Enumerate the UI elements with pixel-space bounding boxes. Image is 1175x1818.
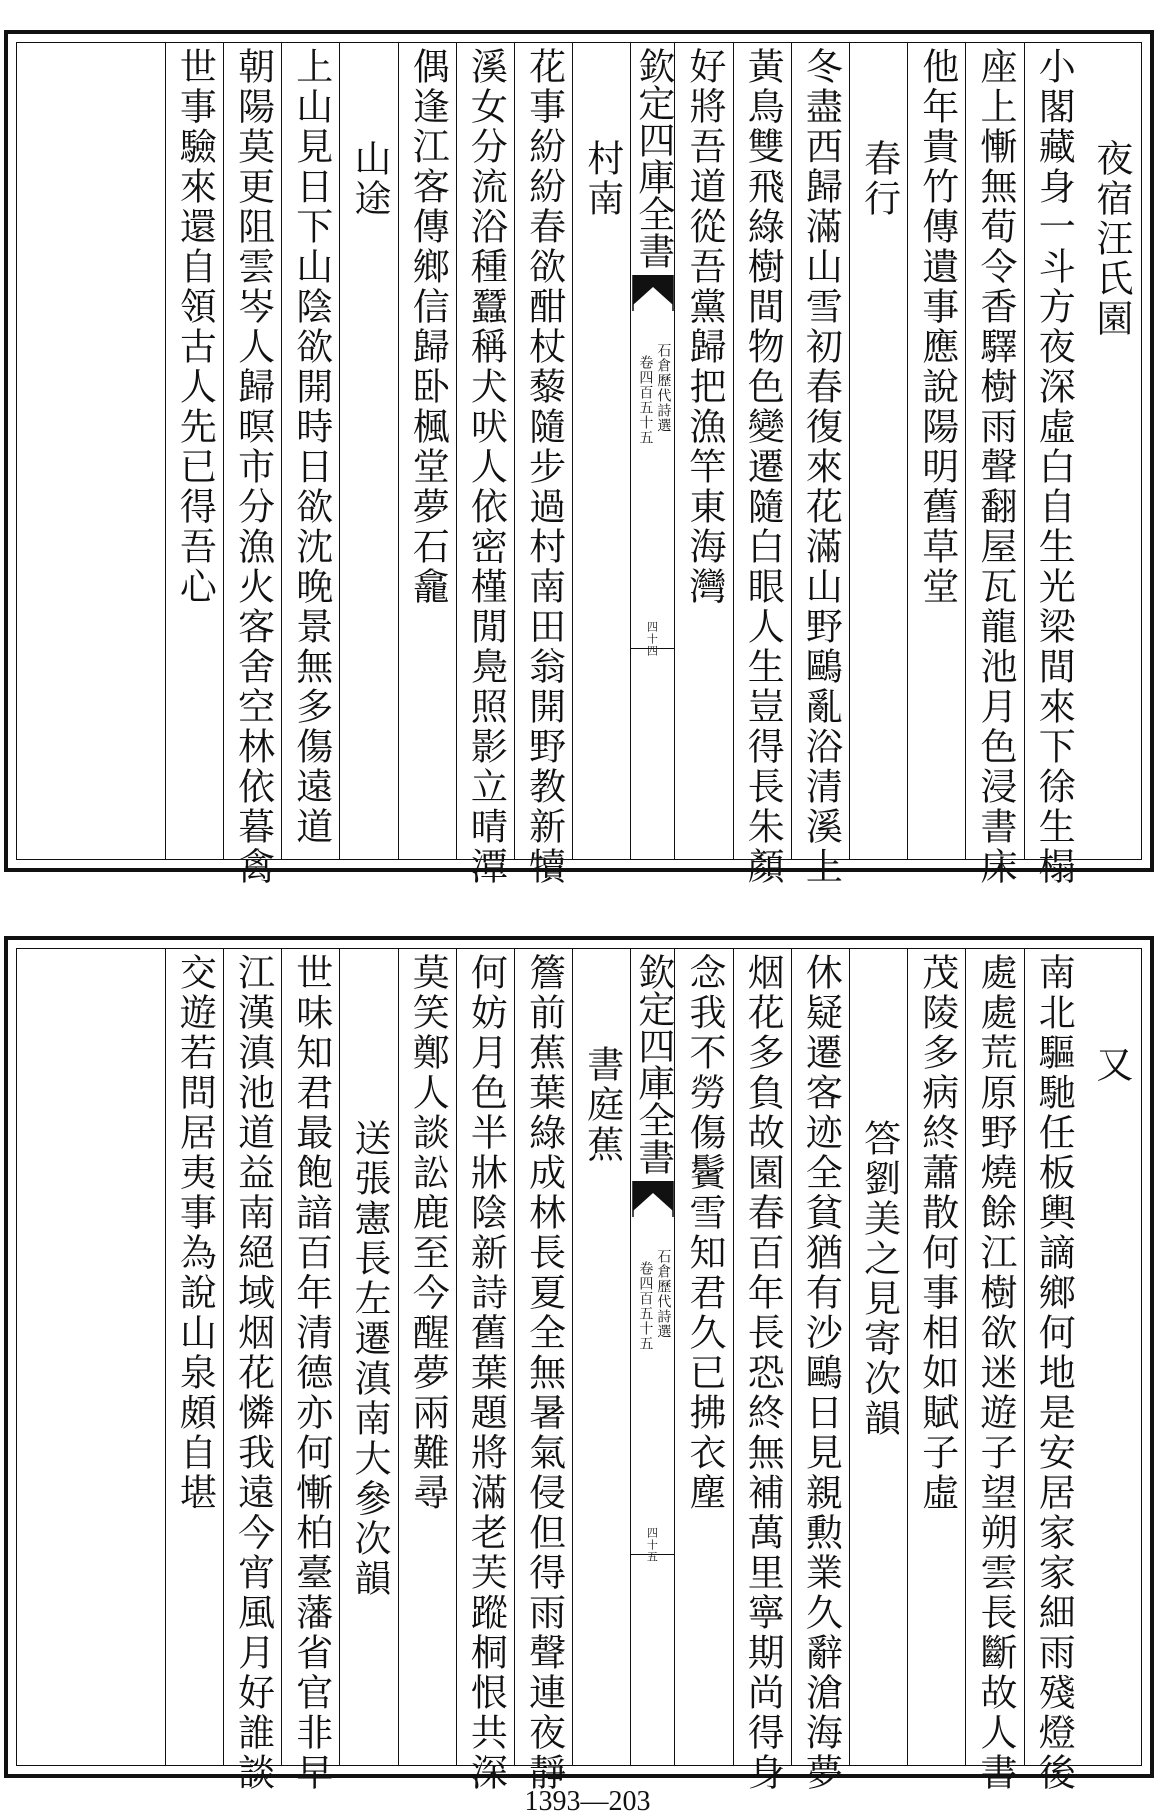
poem-line: 朝陽莫更阻雲岑人歸暝市分漁火客舍空林依暮禽 bbox=[231, 47, 275, 887]
poem-text-column bbox=[456, 949, 514, 1793]
book-title: 石倉歷代詩選 bbox=[655, 343, 672, 433]
poem-line: 他年貴竹傳遺事應說陽明舊草堂 bbox=[915, 47, 959, 607]
poem-text-column bbox=[514, 949, 572, 1793]
poem-title-column bbox=[339, 43, 397, 859]
poem-line: 溪女分流浴種蠶稱犬吠人依密槿閒鳧照影立晴潭 bbox=[464, 47, 508, 887]
poem-text-column bbox=[907, 949, 965, 1765]
poem-text-column bbox=[965, 43, 1023, 887]
volume-number: 卷四百五十五 bbox=[637, 355, 654, 445]
poem-text-column bbox=[907, 43, 965, 859]
poem-text-column bbox=[165, 949, 223, 1765]
poem-text-column bbox=[674, 949, 732, 1765]
poem-line: 上山見日下山陰欲開時日欲沈晚景無多傷遠道 bbox=[289, 47, 333, 847]
poem-line: 處處荒原野燒餘江樹欲迷遊子望朔雲長斷故人書 bbox=[973, 953, 1017, 1793]
poem-text-column bbox=[398, 949, 456, 1765]
poem-title-column bbox=[1082, 949, 1140, 1765]
collection-header: 欽定四庫全書 bbox=[631, 47, 675, 269]
poem-line: 黃鳥雙飛綠樹間物色變遷隨白眼人生豈得長朱顏 bbox=[741, 47, 785, 887]
poem-text-column bbox=[398, 43, 456, 859]
poem-text-column bbox=[791, 43, 849, 887]
poem-title-column bbox=[849, 43, 907, 859]
folio-divider bbox=[631, 648, 674, 649]
fishtail-mark-icon bbox=[631, 1181, 674, 1217]
poem-text-column bbox=[1024, 949, 1082, 1793]
collection-header: 欽定四庫全書 bbox=[631, 953, 675, 1175]
top-page-frame bbox=[4, 30, 1154, 887]
poem-text-column bbox=[223, 949, 281, 1793]
poem-line: 交遊若問居夷事為說山泉頗自堪 bbox=[173, 953, 217, 1513]
folio-divider bbox=[631, 1554, 674, 1555]
poem-text-column bbox=[281, 43, 339, 859]
bottom-page-frame bbox=[4, 936, 1154, 1793]
poem-line: 休疑遷客迹全貧猶有沙鷗日見親勲業久辭滄海夢 bbox=[799, 953, 843, 1793]
poem-title: 又 bbox=[1089, 1045, 1133, 1085]
poem-line: 世味知君最飽諳百年清德亦何慚柏臺藩省官非早 bbox=[289, 953, 333, 1793]
poem-title-column bbox=[339, 949, 397, 1765]
poem-text-column bbox=[1024, 43, 1082, 887]
poem-line: 簷前蕉葉綠成林長夏全無暑氣侵但得雨聲連夜靜 bbox=[522, 953, 566, 1793]
center-margin-column bbox=[630, 949, 674, 1765]
poem-line: 冬盡西歸滿山雪初春復來花滿山野鷗亂浴清溪上 bbox=[799, 47, 843, 887]
poem-line: 念我不勞傷鬢雪知君久已拂衣塵 bbox=[682, 953, 726, 1513]
poem-text-column bbox=[281, 949, 339, 1793]
poem-line: 莫笑鄭人談訟鹿至今醒夢兩難尋 bbox=[406, 953, 450, 1513]
folio-number: 四十五 bbox=[645, 1527, 659, 1563]
poem-text-column bbox=[223, 43, 281, 887]
top-page-inner-frame bbox=[16, 42, 1142, 887]
poem-line: 小閣藏身一斗方夜深虛白自生光梁間來下徐生榻 bbox=[1032, 47, 1076, 887]
poem-title: 答劉美之見寄次韻 bbox=[857, 1119, 901, 1439]
poem-text-column bbox=[965, 949, 1023, 1793]
poem-line: 何妨月色半牀陰新詩舊葉題將滿老芙蹤桐恨共深 bbox=[464, 953, 508, 1793]
folio-number: 四十四 bbox=[645, 621, 659, 657]
poem-title: 送張憲長左遷滇南大參次韻 bbox=[347, 1119, 391, 1599]
poem-line: 茂陵多病終蕭散何事相如賦子虛 bbox=[915, 953, 959, 1513]
poem-line: 烟花多負故園春百年長恐終無補萬里寧期尚得身 bbox=[741, 953, 785, 1793]
poem-title: 書庭蕉 bbox=[580, 1045, 624, 1165]
poem-text-column bbox=[791, 949, 849, 1793]
poem-title: 山途 bbox=[347, 139, 391, 219]
center-margin-column bbox=[630, 43, 674, 859]
poem-title: 春行 bbox=[857, 139, 901, 219]
poem-title: 夜宿汪氏園 bbox=[1089, 139, 1133, 339]
book-title: 石倉歷代詩選 bbox=[655, 1249, 672, 1339]
poem-line: 好將吾道從吾黨歸把漁竿東海灣 bbox=[682, 47, 726, 607]
poem-title-column bbox=[1082, 43, 1140, 859]
bottom-page-inner-frame bbox=[16, 948, 1142, 1793]
poem-text-column bbox=[674, 43, 732, 859]
poem-text-column bbox=[514, 43, 572, 887]
poem-line: 世事驗來還自領古人先已得吾心 bbox=[173, 47, 217, 607]
poem-line: 座上慚無荀令香驛樹雨聲翻屋瓦龍池月色浸書床 bbox=[973, 47, 1017, 887]
poem-line: 偶逢江客傳鄉信歸卧楓堂夢石龕 bbox=[406, 47, 450, 607]
poem-title-column bbox=[572, 43, 630, 859]
poem-text-column bbox=[733, 43, 791, 887]
page-code: 1393—203 bbox=[524, 1786, 651, 1817]
poem-title-column bbox=[572, 949, 630, 1765]
poem-text-column bbox=[733, 949, 791, 1793]
poem-title: 村南 bbox=[580, 139, 624, 219]
poem-text-column bbox=[456, 43, 514, 887]
poem-title-column bbox=[849, 949, 907, 1765]
poem-line: 花事紛紛春欲酣杖藜隨步過村南田翁開野教新犢 bbox=[522, 47, 566, 887]
volume-number: 卷四百五十五 bbox=[637, 1261, 654, 1351]
poem-line: 江漢滇池道益南絕域烟花憐我遠今宵風月好誰談 bbox=[231, 953, 275, 1793]
poem-line: 南北驅馳任板輿謫鄉何地是安居家家細雨殘燈後 bbox=[1032, 953, 1076, 1793]
fishtail-mark-icon bbox=[631, 275, 674, 311]
poem-text-column bbox=[165, 43, 223, 859]
